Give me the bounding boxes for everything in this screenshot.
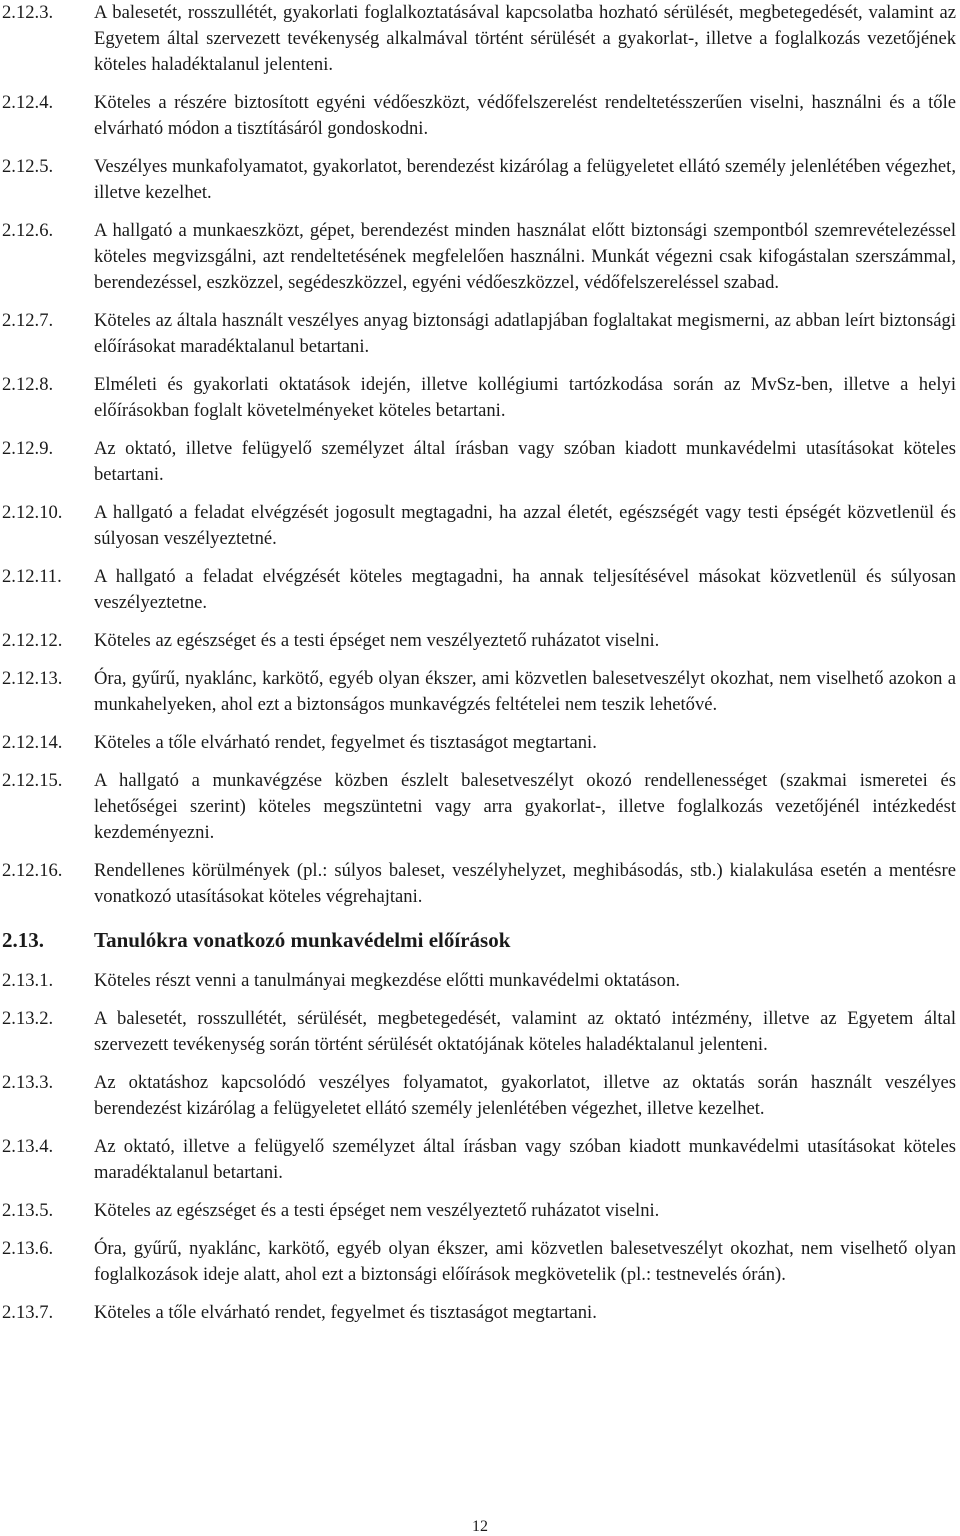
item-number: 2.13.6. [2,1238,54,1259]
item-text: Az oktatáshoz kapcsolódó veszélyes folyamatot, gyakorlatot, illetve az oktatás során használt veszélyes berendezést kizárólag a felügyeletet ellátó személy jelenlétében végezhet, illetve kezelhet. [94,1072,956,1119]
item-number: 2.12.14. [2,732,63,753]
item-text: Köteles a részére biztosított egyéni védőeszközt, védőfelszerelést rendeltetésszerűen viselni, használni és a tőle elvárható módon a tisztításáról gondoskodni. [94,92,956,139]
list-item [2,1134,956,1186]
item-text: A balesetét, rosszullétét, gyakorlati foglalkoztatásával kapcsolatba hozható sérülését, megbetegedését, valamint az Egyetem által szervezett tevékenység alkalmával történt sérülését a gyakorlat-, illetve a foglalkozás vezetőjének köteles haladéktalanul jelenteni. [94,2,956,75]
list-item [2,154,956,206]
item-text: A hallgató a feladat elvégzését jogosult megtagadni, ha azzal életét, egészségét vagy testi épségét közvetlenül és súlyosan veszélyeztetné. [94,502,956,549]
list-item [2,500,956,552]
document-content [2,0,956,1338]
item-text: Rendellenes körülmények (pl.: súlyos baleset, veszélyhelyzet, meghibásodás, stb.) kialakulása esetén a mentésre vonatkozó utasításokat köteles végrehajtani. [94,860,956,907]
item-number: 2.12.7. [2,310,54,331]
item-text: A hallgató a feladat elvégzését köteles megtagadni, ha annak teljesítésével másokat közvetlenül és súlyosan veszélyeztetne. [94,566,956,613]
item-number: 2.12.16. [2,860,63,881]
item-text: Köteles részt venni a tanulmányai megkezdése előtti munkavédelmi oktatáson. [94,970,681,991]
item-number: 2.12.13. [2,668,63,689]
list-item [2,628,956,654]
section-title: Tanulókra vonatkozó munkavédelmi előírások [94,928,511,952]
item-text: Elméleti és gyakorlati oktatások idején, illetve kollégiumi tartózkodása során az MvSz-ben, illetve a helyi előírásokban foglalt követelményeket köteles betartani. [94,374,956,421]
item-number: 2.12.12. [2,630,63,651]
page-number: 12 [472,1518,488,1535]
item-number: 2.12.10. [2,502,63,523]
list-item [2,564,956,616]
item-number: 2.13.2. [2,1008,54,1029]
list-item [2,1300,956,1326]
list-item [2,858,956,910]
section-heading [2,926,956,954]
item-number: 2.12.9. [2,438,54,459]
list-item [2,1006,956,1058]
list-item [2,730,956,756]
item-number: 2.12.6. [2,220,54,241]
item-text: Köteles a tőle elvárható rendet, fegyelmet és tisztaságot megtartani. [94,1302,597,1323]
item-number: 2.12.5. [2,156,54,177]
list-item [2,308,956,360]
list-item [2,218,956,296]
item-number: 2.13.5. [2,1200,54,1221]
item-number: 2.12.3. [2,2,54,23]
item-text: Köteles az általa használt veszélyes anyag biztonsági adatlapjában foglaltakat megismerni, az abban leírt biztonsági előírásokat maradéktalanul betartani. [94,310,956,357]
item-number: 2.12.4. [2,92,54,113]
list-item [2,666,956,718]
item-text: Az oktató, illetve felügyelő személyzet által írásban vagy szóban kiadott munkavédelmi utasításokat köteles betartani. [94,438,956,485]
item-text: Köteles az egészséget és a testi épséget nem veszélyeztető ruházatot viselni. [94,630,660,651]
list-item [2,1236,956,1288]
list-item [2,768,956,846]
item-number: 2.12.15. [2,770,63,791]
section-number: 2.13. [2,928,44,952]
item-number: 2.13.4. [2,1136,54,1157]
item-text: Az oktató, illetve a felügyelő személyzet által írásban vagy szóban kiadott munkavédelmi utasításokat köteles maradéktalanul betartani. [94,1136,956,1183]
item-number: 2.13.3. [2,1072,54,1093]
item-text: A hallgató a munkavégzése közben észlelt balesetveszélyt okozó rendellenességet (szakmai ismeretei és lehetőségei szerint) köteles megszüntetni vagy arra gyakorlat-, illetve foglalkozás vezetőjénél intézkedést kezdeményezni. [94,770,956,843]
item-number: 2.12.8. [2,374,54,395]
item-text: Óra, gyűrű, nyaklánc, karkötő, egyéb olyan ékszer, ami közvetlen balesetveszélyt okozhat, nem viselhető azokon a munkahelyeken, ahol ezt a biztonságos munkavégzés feltételei nem teszik lehetővé. [94,668,956,715]
list-item [2,968,956,994]
list-item [2,1070,956,1122]
item-text: A balesetét, rosszullétét, sérülését, megbetegedését, valamint az oktató intézmény, illetve az Egyetem által szervezett tevékenység során történt sérülését oktatójának köteles haladéktalanul jelenteni. [94,1008,956,1055]
list-item [2,1198,956,1224]
item-text: Veszélyes munkafolyamatot, gyakorlatot, berendezést kizárólag a felügyeletet ellátó személy jelenlétében végezhet, illetve kezelhet. [94,156,956,203]
item-text: Köteles az egészséget és a testi épséget nem veszélyeztető ruházatot viselni. [94,1200,660,1221]
item-text: A hallgató a munkaeszközt, gépet, berendezést minden használat előtt biztonsági szempontból szemrevételezéssel köteles megvizsgálni, azt rendeltetésének megfelelően használni. Munkát végezni csak kifogástalan szerszámmal, berendezéssel, eszközzel, segédeszközzel, egyéni védőeszközzel, védőfelszereléssel szabad. [94,220,956,293]
item-text: Köteles a tőle elvárható rendet, fegyelmet és tisztaságot megtartani. [94,732,597,753]
list-item [2,436,956,488]
list-item [2,372,956,424]
item-number: 2.13.7. [2,1302,54,1323]
list-item [2,90,956,142]
item-text: Óra, gyűrű, nyaklánc, karkötő, egyéb olyan ékszer, ami közvetlen balesetveszélyt okozhat, nem viselhető olyan foglalkozások ideje alatt, ahol ezt a biztonsági előírások megkövetelik (pl.: testnevelés órán). [94,1238,956,1285]
list-item [2,0,956,78]
item-number: 2.13.1. [2,970,54,991]
item-number: 2.12.11. [2,566,62,587]
